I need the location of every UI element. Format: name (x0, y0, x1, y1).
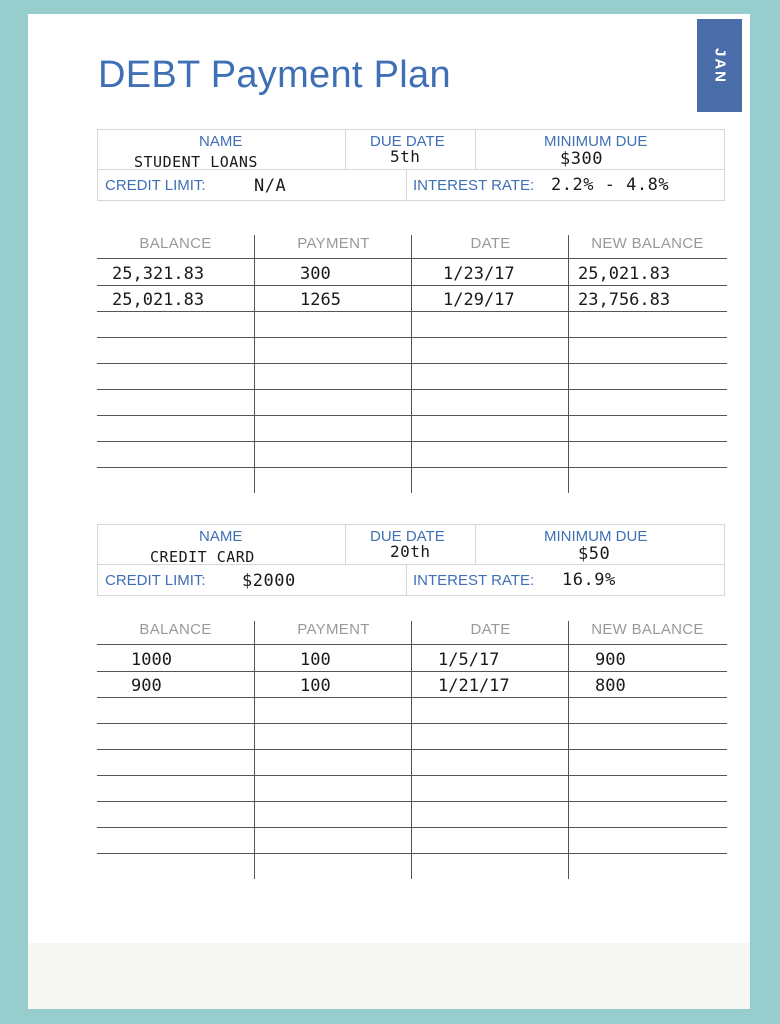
table-cell-new-balance: 25,021.83 (578, 264, 671, 284)
due-date-value: 5th (390, 147, 421, 166)
table-cell-payment: 300 (300, 264, 331, 284)
interest-rate-label: INTEREST RATE: (413, 177, 535, 194)
payment-ledger-2 (97, 621, 727, 881)
debt-name-value: STUDENT LOANS (134, 153, 258, 171)
table-cell-balance: 25,321.83 (112, 264, 205, 284)
month-tab (697, 19, 742, 112)
column-header-balance: BALANCE (139, 621, 212, 638)
interest-rate-value: 2.2% - 4.8% (551, 175, 670, 195)
debt-name-value: CREDIT CARD (150, 548, 255, 566)
table-cell-date: 1/5/17 (438, 650, 500, 670)
debt-info-box-1 (97, 129, 725, 201)
column-header-payment: PAYMENT (297, 235, 370, 252)
name-label: NAME (199, 528, 243, 545)
month-tab-label: JAN (711, 47, 728, 84)
credit-limit-label: CREDIT LIMIT: (105, 572, 206, 589)
column-header-balance: BALANCE (139, 235, 212, 252)
due-date-label: DUE DATE (370, 133, 445, 150)
table-cell-new-balance: 800 (595, 676, 626, 696)
minimum-due-label: MINIMUM DUE (544, 528, 648, 545)
table-cell-date: 1/21/17 (438, 676, 510, 696)
debt-info-box-2 (97, 524, 725, 596)
table-cell-date: 1/23/17 (443, 264, 515, 284)
payment-ledger-1 (97, 235, 727, 495)
interest-rate-label: INTEREST RATE: (413, 572, 535, 589)
table-cell-balance: 25,021.83 (112, 290, 205, 310)
column-header-payment: PAYMENT (297, 621, 370, 638)
minimum-due-label: MINIMUM DUE (544, 133, 648, 150)
credit-limit-value: $2000 (242, 571, 296, 591)
paper-bottom-margin (28, 943, 750, 1009)
interest-rate-value: 16.9% (562, 570, 616, 590)
table-cell-balance: 900 (131, 676, 162, 696)
due-date-value: 20th (390, 542, 431, 561)
table-cell-date: 1/29/17 (443, 290, 515, 310)
column-header-date: DATE (470, 235, 511, 252)
name-label: NAME (199, 133, 243, 150)
table-cell-new-balance: 900 (595, 650, 626, 670)
table-cell-payment: 1265 (300, 290, 341, 310)
due-date-label: DUE DATE (370, 528, 445, 545)
table-cell-balance: 1000 (131, 650, 172, 670)
column-header-date: DATE (470, 621, 511, 638)
credit-limit-value: N/A (254, 176, 287, 196)
minimum-due-value: $300 (560, 149, 603, 169)
page-title: DEBT Payment Plan (98, 54, 451, 96)
table-cell-payment: 100 (300, 676, 331, 696)
minimum-due-value: $50 (578, 544, 611, 564)
column-header-new-balance: NEW BALANCE (591, 235, 704, 252)
column-header-new-balance: NEW BALANCE (591, 621, 704, 638)
credit-limit-label: CREDIT LIMIT: (105, 177, 206, 194)
table-cell-new-balance: 23,756.83 (578, 290, 671, 310)
table-cell-payment: 100 (300, 650, 331, 670)
